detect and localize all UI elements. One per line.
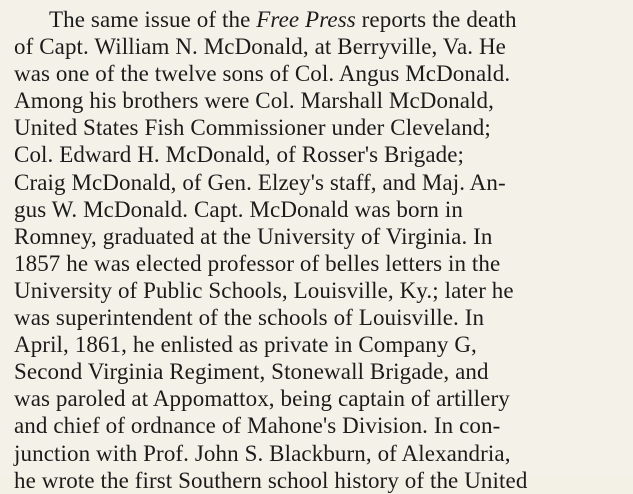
text-segment: Col. Edward H. McDonald, of Rosser's Brigade; xyxy=(14,142,465,168)
italic-text-segment: Free Press xyxy=(256,7,356,32)
text-segment: Romney, graduated at the University of Virginia. In xyxy=(14,223,493,249)
text-segment: Second Virginia Regiment, Stonewall Brigade, and xyxy=(14,359,489,385)
text-segment: gus W. McDonald. Capt. McDonald was born in xyxy=(14,196,463,222)
text-segment: 1857 he was elected professor of belles letters in the xyxy=(14,250,501,276)
text-segment: University of Public Schools, Louisville, Ky.; later he xyxy=(14,277,514,303)
text-segment: was superintendent of the schools of Louisville. In xyxy=(14,305,485,331)
text-line xyxy=(14,385,626,412)
text-line xyxy=(14,6,626,33)
text-line xyxy=(14,467,626,494)
text-line xyxy=(14,196,626,223)
text-line xyxy=(14,250,626,277)
text-line xyxy=(14,60,626,87)
text-line xyxy=(14,412,626,439)
text-segment: of Capt. William N. McDonald, at Berryville, Va. He xyxy=(14,34,506,60)
text-segment: was paroled at Appomattox, being captain of artillery xyxy=(14,386,510,412)
text-line xyxy=(14,114,626,141)
text-segment: reports the death xyxy=(355,7,517,32)
body-paragraph xyxy=(14,6,626,494)
text-line xyxy=(14,223,626,250)
text-segment: Among his brothers were Col. Marshall McDonald, xyxy=(14,88,494,114)
text-line xyxy=(14,33,626,60)
text-segment: Craig McDonald, of Gen. Elzey's staff, and Maj. An- xyxy=(14,169,506,195)
text-segment: April, 1861, he enlisted as private in Company G, xyxy=(14,332,477,358)
text-line xyxy=(14,331,626,358)
text-segment: and chief of ordnance of Mahone's Division. In con- xyxy=(14,413,501,439)
text-segment: United States Fish Commissioner under Cleveland; xyxy=(14,115,491,141)
text-line xyxy=(14,277,626,304)
text-segment: was one of the twelve sons of Col. Angus McDonald. xyxy=(14,61,511,87)
text-segment: junction with Prof. John S. Blackburn, of Alexandria, xyxy=(14,440,511,466)
text-line xyxy=(14,141,626,168)
text-line xyxy=(14,304,626,331)
text-line xyxy=(14,87,626,114)
text-segment: he wrote the first Southern school history of the United xyxy=(14,467,528,493)
text-line xyxy=(14,358,626,385)
text-segment: The same issue of the xyxy=(49,7,257,32)
text-line xyxy=(14,169,626,196)
text-line xyxy=(14,440,626,467)
